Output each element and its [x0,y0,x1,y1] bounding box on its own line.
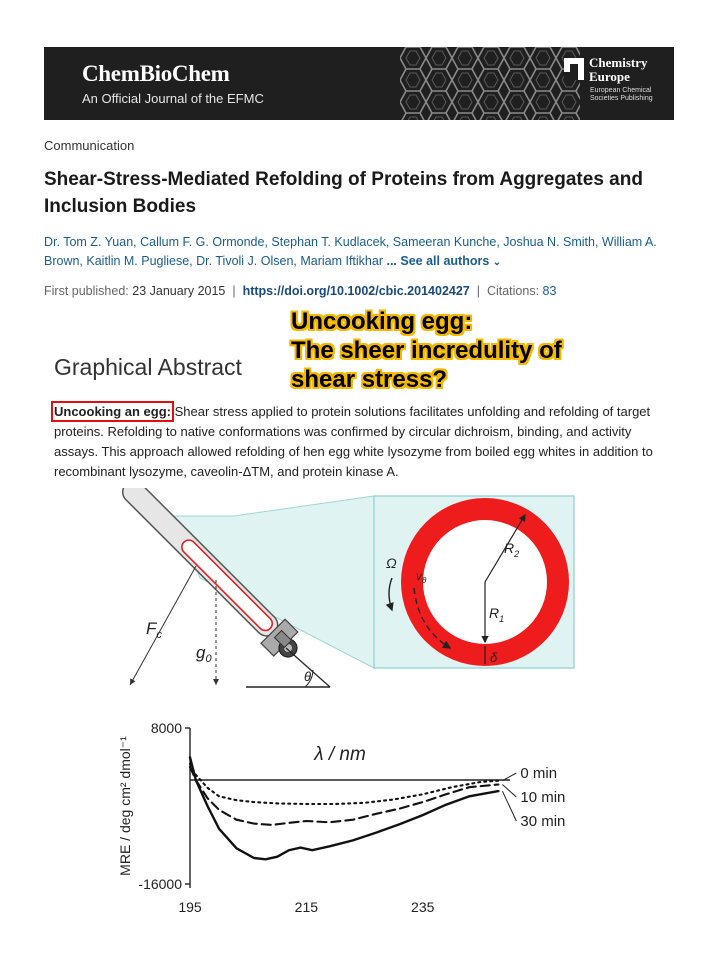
overlay-line-1: Uncooking egg: [291,308,473,335]
graphical-abstract-heading: Graphical Abstract [54,354,242,380]
chevron-down-icon: ⌄ [492,257,502,268]
see-all-authors-link[interactable] [386,254,501,268]
article-title: Shear-Stress-Mediated Refolding of Proteins from Aggregates and Inclusion Bodies [44,169,643,217]
fc-arrow [130,566,196,685]
y-tick-label: 8000 [150,720,182,736]
vortex-device-diagram [100,488,620,698]
y-axis-label: MRE / deg cm² dmol⁻¹ [117,736,133,876]
overlay-line-3: shear stress? [291,366,448,393]
r2-label: $R_2$ [504,540,520,559]
banner-pattern [400,47,580,120]
publisher-name-line1: Chemistry [589,55,648,70]
highlighted-lead: Uncooking an egg: [54,404,171,419]
chart-title: λ / nm [314,744,366,765]
overlay-line-2: The sheer incredulity of [291,337,562,364]
article-type: Communication [44,138,135,153]
series-line-30-min [190,757,498,859]
journal-name[interactable]: ChemBioChem [82,61,230,86]
delta-label: δ [490,650,498,665]
r1-label: $R_1$ [489,605,505,624]
first-published-label: First published: [44,284,129,298]
see-all-label: ... See all authors [386,254,490,268]
theta-label: θ [304,669,312,684]
series-label: 0 min [520,765,558,782]
abstract-body: Shear stress applied to protein solutions facilitates unfolding and refolding of target proteins. Refolding to native conformations was confirmed by circular dichroism, binding, and activity assays. This approach allowed refolding of hen egg white lysozyme from boiled egg whites in addition to recombinant lysozyme, caveolin-ΔTM, and protein kinase A. [54,404,653,479]
graphical-abstract-text [54,402,674,482]
y-tick-label: -16000 [138,876,182,892]
v-label: $v_\theta$ [416,569,427,585]
series-label: 30 min [520,813,566,830]
publisher-sub-line2: Societies Publishing [590,95,653,102]
fc-label: $F_c$ [146,619,162,641]
omega-label: Ω [386,555,397,571]
overlay-caption [291,307,671,394]
author-list [44,233,674,272]
chart-labels [502,765,565,830]
g0-label: $g_0$ [196,643,212,665]
chart-series [190,757,498,859]
chemistry-europe-logo-icon [564,58,584,80]
x-tick-label: 215 [294,899,319,915]
journal-banner [44,47,674,120]
series-line-10-min [190,767,498,825]
cd-spectra-chart [110,704,630,924]
citations-count[interactable]: 83 [542,284,557,298]
series-label: 10 min [520,789,566,806]
doi-link[interactable]: https://doi.org/10.1002/cbic.201402427 [242,284,470,298]
publisher-name[interactable] [589,56,648,84]
publisher-sub-line1: European Chemical [590,87,652,94]
x-tick-label: 195 [178,899,202,915]
x-tick-label: 235 [411,899,435,915]
chart-axes [117,720,510,915]
journal-subtitle: An Official Journal of the EFMC [82,91,264,106]
divider: | [228,284,240,298]
first-published-date: 23 January 2015 [132,284,226,298]
citations-label: Citations: [486,284,540,298]
series-line-0-min [190,764,498,804]
publication-info [44,284,556,298]
publisher-subtitle [590,87,653,103]
publisher-name-line2: Europe [589,69,630,84]
divider: | [473,284,484,298]
authors-text[interactable]: Dr. Tom Z. Yuan, Callum F. G. Ormonde, Stephan T. Kudlacek, Sameeran Kunche, Joshua N. Smith, William A. Brown, Kaitlin M. Pugliese, Dr. Tivoli J. Olsen, Mariam Iftikhar [44,235,657,268]
